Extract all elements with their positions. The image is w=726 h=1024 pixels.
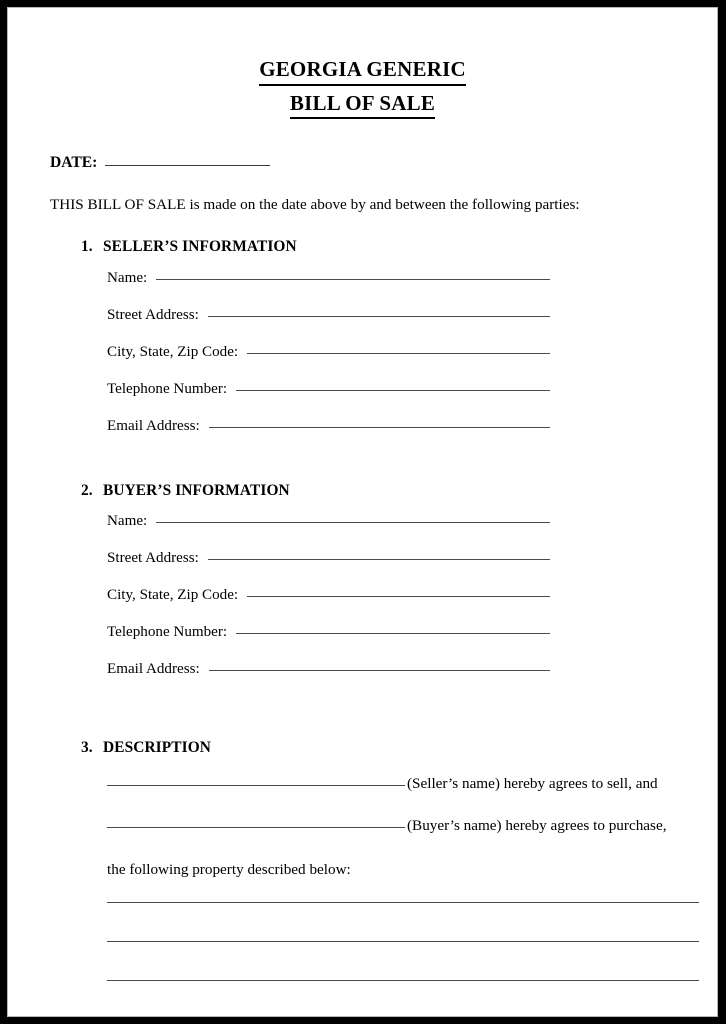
buyer-city-state-zip-label: City, State, Zip Code:	[107, 587, 239, 604]
seller-street-address-label: Street Address:	[107, 306, 199, 323]
field-row	[107, 382, 550, 419]
buyer-street-address-input-line[interactable]	[208, 559, 550, 560]
buyer-telephone-label: Telephone Number:	[107, 624, 228, 641]
buyer-email-input-line[interactable]	[209, 670, 550, 671]
seller-city-state-zip-label: City, State, Zip Code:	[107, 343, 239, 360]
section-heading-buyer	[81, 483, 689, 498]
description-closing-line: the following property described below:	[107, 861, 351, 879]
section-title-buyer: BUYER’S INFORMATION	[103, 481, 290, 499]
field-row	[107, 625, 550, 662]
seller-fields	[107, 271, 689, 456]
date-label: DATE:	[50, 154, 98, 172]
seller-clause-text: (Seller’s name) hereby agrees to sell, and	[407, 775, 658, 793]
intro-paragraph: THIS BILL OF SALE is made on the date above by and between the following parties:	[50, 196, 580, 214]
document-title	[8, 8, 717, 119]
field-row	[107, 271, 550, 308]
field-row	[107, 551, 550, 588]
buyer-fields	[107, 514, 689, 699]
date-row	[50, 155, 689, 171]
property-description-input-line[interactable]	[107, 941, 699, 942]
section-heading-description	[81, 740, 689, 755]
field-row	[107, 588, 550, 625]
buyer-clause-text: (Buyer’s name) hereby agrees to purchase,	[407, 817, 667, 835]
buyer-street-address-label: Street Address:	[107, 550, 199, 567]
seller-name-description-input-line[interactable]	[107, 785, 405, 786]
buyer-clause-row	[107, 818, 699, 860]
title-line-state: GEORGIA GENERIC	[259, 56, 466, 86]
buyer-city-state-zip-input-line[interactable]	[247, 596, 550, 597]
field-row	[107, 308, 550, 345]
section-number-description: 3.	[81, 739, 93, 757]
date-input-line[interactable]	[105, 165, 270, 166]
description-block	[107, 776, 699, 877]
seller-city-state-zip-input-line[interactable]	[247, 353, 550, 354]
field-row	[107, 662, 550, 699]
document-body	[8, 155, 717, 980]
seller-telephone-label: Telephone Number:	[107, 380, 228, 397]
section-title-description: DESCRIPTION	[103, 739, 212, 757]
seller-email-label: Email Address:	[107, 417, 200, 434]
seller-street-address-input-line[interactable]	[208, 316, 550, 317]
property-description-input-line[interactable]	[107, 902, 699, 903]
field-row	[107, 345, 550, 382]
section-number-seller: 1.	[81, 238, 93, 256]
document-page	[7, 7, 718, 1017]
seller-name-label: Name:	[107, 269, 148, 286]
seller-telephone-input-line[interactable]	[236, 390, 550, 391]
section-heading-seller	[81, 239, 689, 254]
title-line-doctype: BILL OF SALE	[290, 90, 435, 120]
field-row	[107, 419, 550, 456]
section-title-seller: SELLER’S INFORMATION	[103, 238, 297, 256]
section-number-buyer: 2.	[81, 481, 93, 499]
buyer-name-description-input-line[interactable]	[107, 827, 405, 828]
property-description-lines	[107, 902, 699, 981]
property-description-input-line[interactable]	[107, 980, 699, 981]
seller-email-input-line[interactable]	[209, 427, 550, 428]
seller-name-input-line[interactable]	[156, 279, 550, 280]
seller-clause-row	[107, 776, 699, 818]
buyer-name-label: Name:	[107, 513, 148, 530]
buyer-name-input-line[interactable]	[156, 522, 550, 523]
field-row	[107, 514, 550, 551]
buyer-email-label: Email Address:	[107, 661, 200, 678]
buyer-telephone-input-line[interactable]	[236, 633, 550, 634]
